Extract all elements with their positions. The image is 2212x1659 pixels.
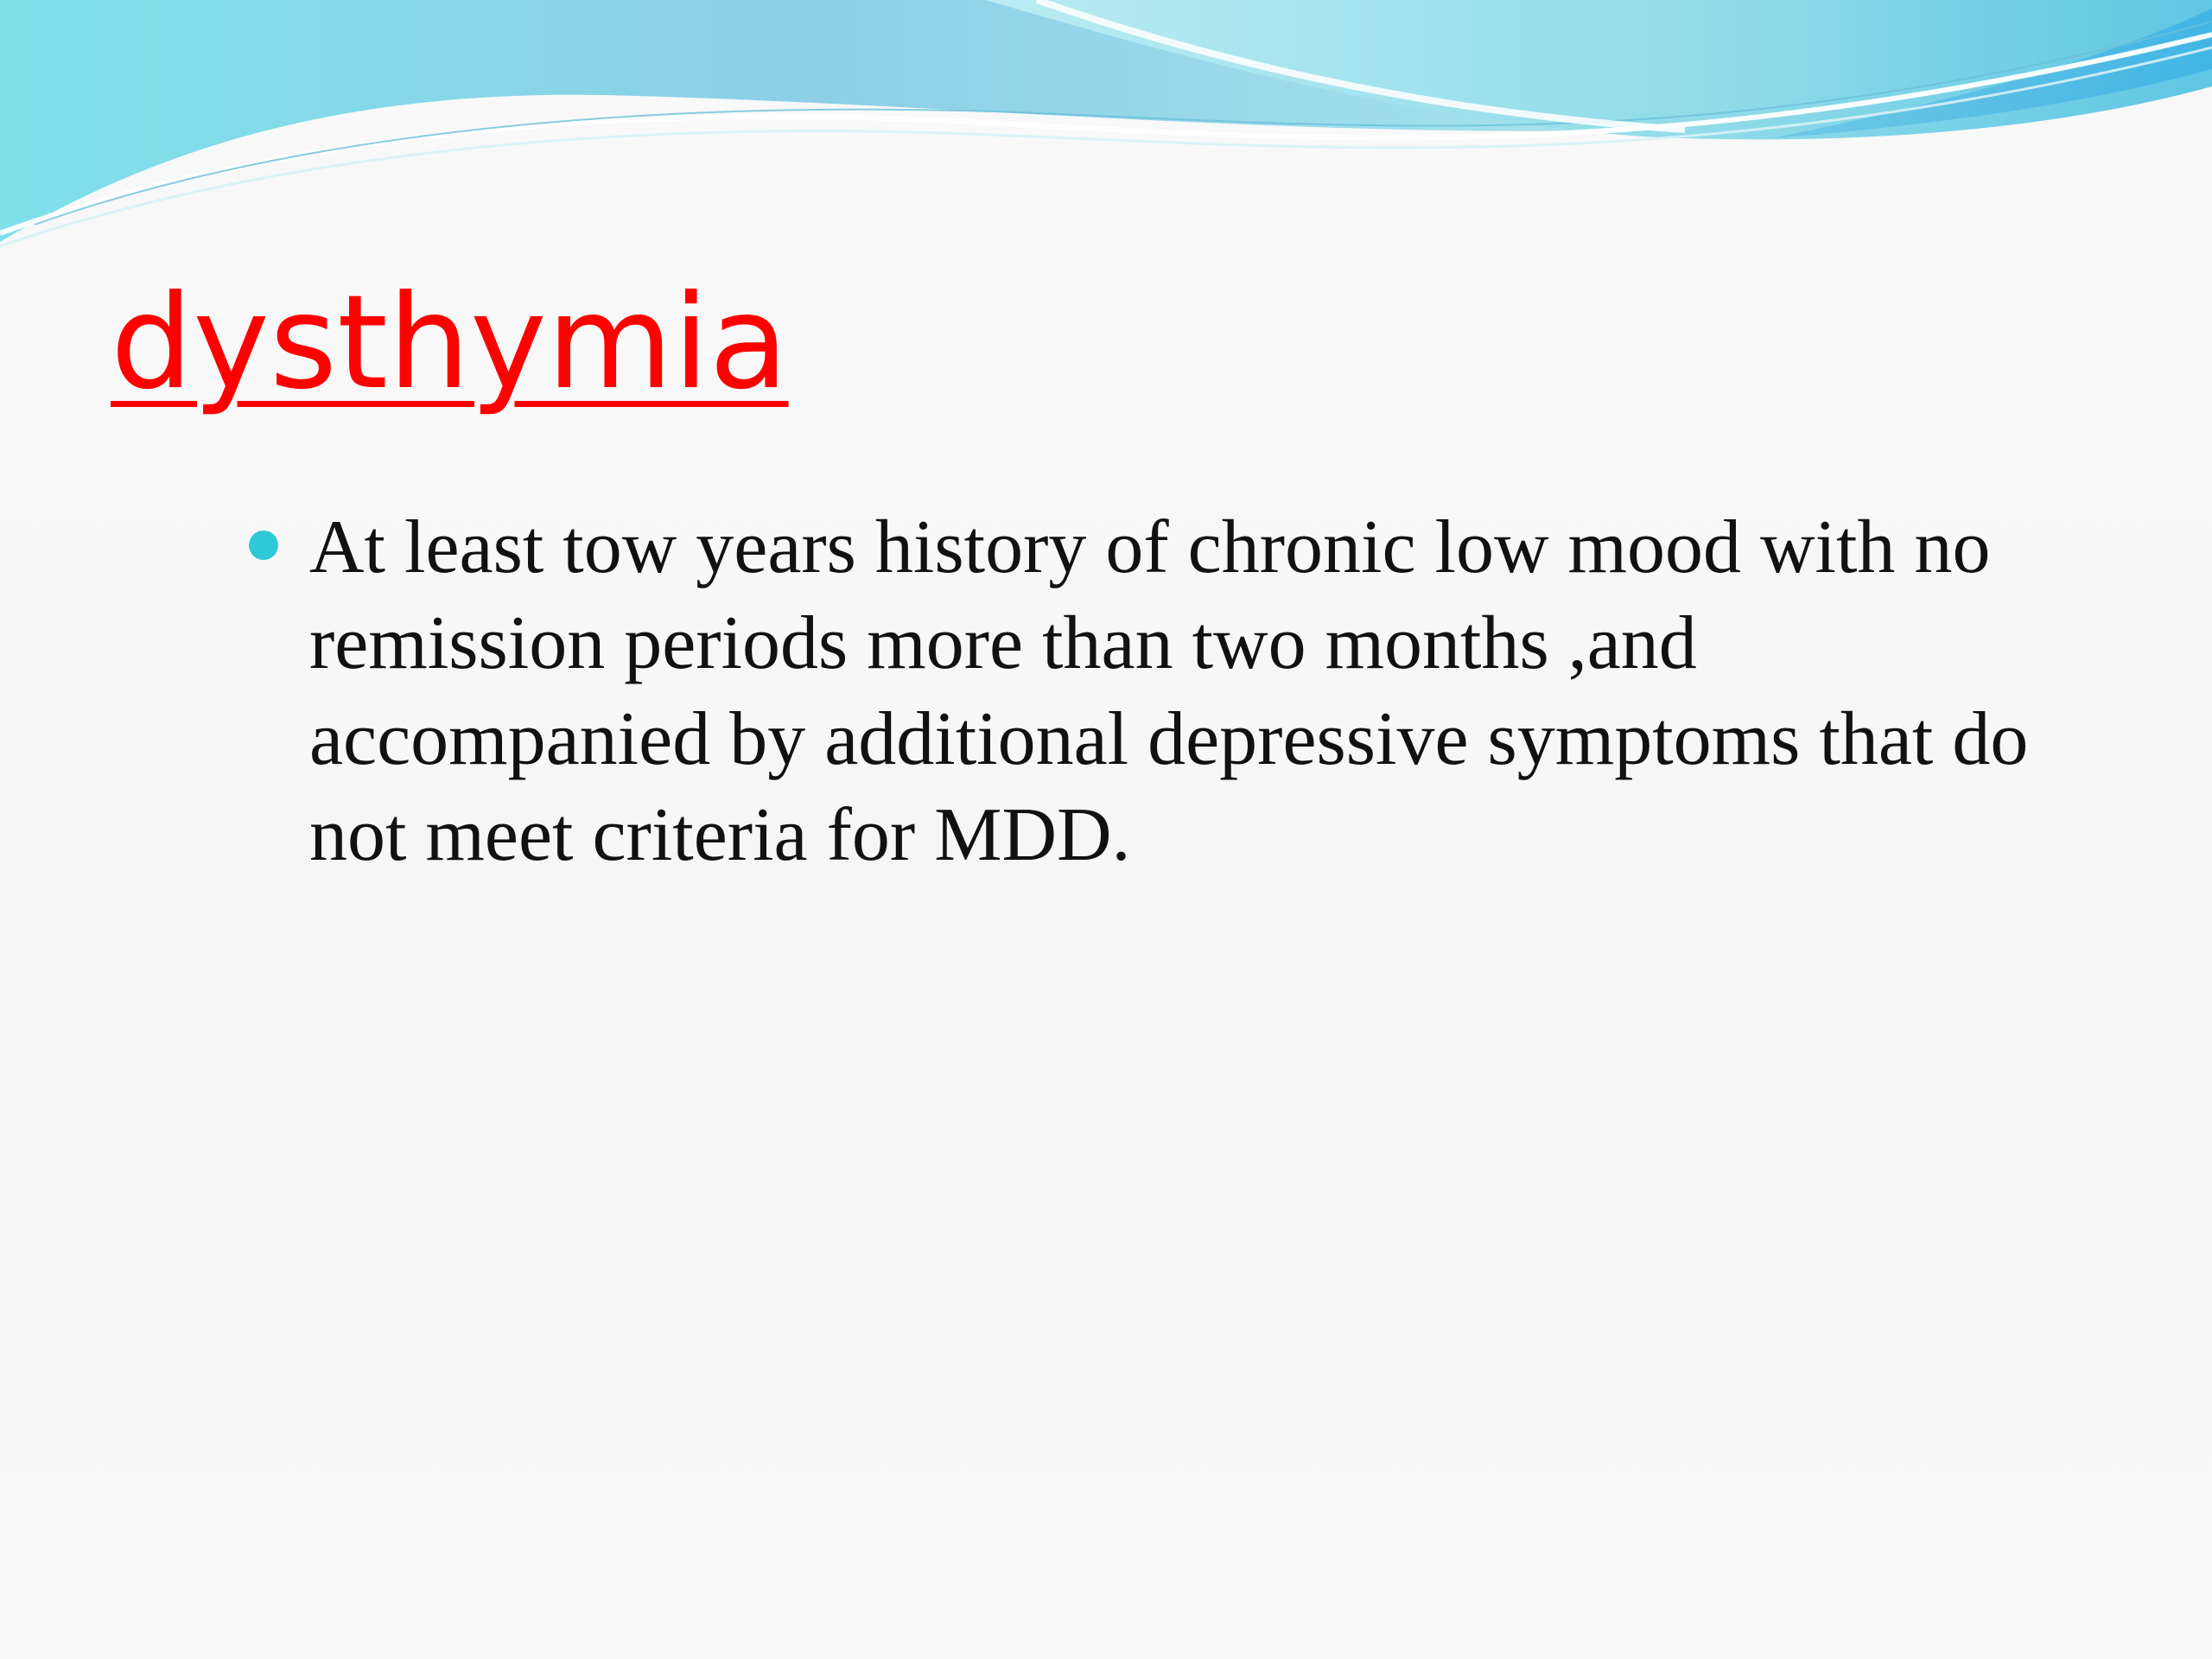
header-wave-decoration bbox=[0, 0, 2212, 259]
bullet-text: At least tow years history of chronic low mood with no remission periods more than two months ,and accompanied by additional depressive symptoms that do not meet criteria for MDD. bbox=[309, 505, 2029, 877]
bullet-item bbox=[242, 499, 2091, 883]
bullet-dot-icon bbox=[249, 531, 278, 560]
slide-title: dysthymia bbox=[111, 268, 789, 418]
bullet-list bbox=[242, 499, 2091, 883]
